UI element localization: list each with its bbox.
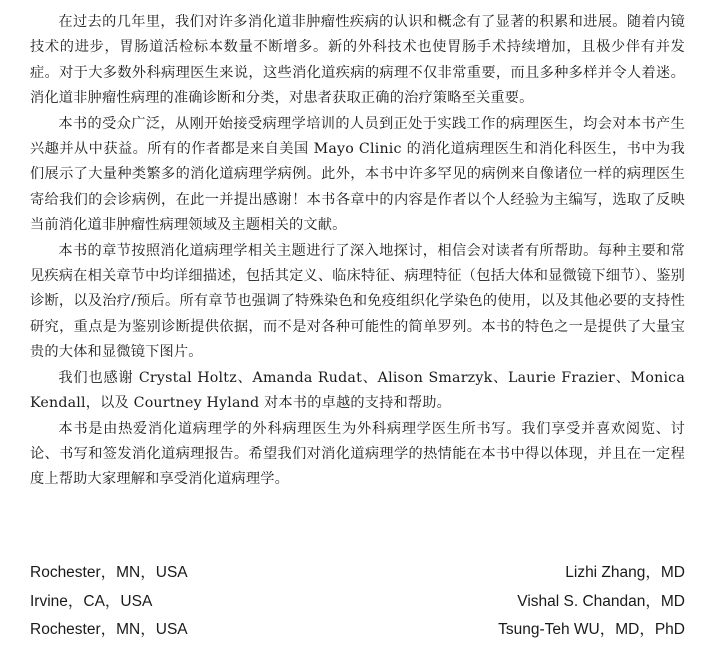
signature-block	[30, 560, 685, 646]
signature-author: Vishal S. Chandan，MD	[517, 592, 685, 610]
paragraph-1: 在过去的几年里，我们对许多消化道非肿瘤性疾病的认识和概念有了显著的积累和进展。随着内镜技术的进步，胃肠道活检标本数量不断增多。新的外科技术也使胃肠手术持续增加，且极少伴有并发症。对于大多数外科病理医生来说，这些消化道疾病的病理不仅非常重要，而且多种多样并令人着迷。消化道非肿瘤性病理的准确诊断和分类，对患者获取正确的治疗策略至关重要。	[30, 14, 685, 107]
signature-row	[30, 617, 685, 646]
signature-author: Tsung-Teh WU，MD，PhD	[498, 621, 685, 638]
paragraph-5: 本书是由热爱消化道病理学的外科病理医生为外科病理学医生所书写。我们享受并喜欢阅览、讨论、书写和签发消化道病理报告。希望我们对消化道病理学的热情能在本书中得以体现，并且在一定程度上帮助大家理解和享受消化道病理学。	[30, 420, 685, 488]
paragraph-2: 本书的受众广泛，从刚开始接受病理学培训的人员到正处于实践工作的病理医生，均会对本书产生兴趣并从中获益。所有的作者都是来自美国 Mayo Clinic 的消化道病理医生和消化科医生，书中为我们展示了大量种类繁多的消化道病理学病例。此外，本书中许多罕见的病例来自像诸位一样的病理医生寄给我们的会诊病例，在此一并提出感谢！本书各章中的内容是作者以个人经验为主编写，选取了反映当前消化道非肿瘤性病理领域及主题相关的文献。	[30, 115, 685, 234]
signature-location: Rochester，MN，USA	[30, 621, 188, 638]
paragraph-3: 本书的章节按照消化道病理学相关主题进行了深入地探讨，相信会对读者有所帮助。每种主要和常见疾病在相关章节中均详细描述，包括其定义、临床特征、病理特征（包括大体和显微镜下细节）、鉴别诊断，以及治疗/预后。所有章节也强调了特殊染色和免疫组织化学染色的使用，以及其他必要的支持性研究，重点是为鉴别诊断提供依据，而不是对各种可能性的简单罗列。本书的特色之一是提供了大量宝贵的大体和显微镜下图片。	[30, 242, 685, 361]
signature-author: Lizhi Zhang，MD	[565, 564, 685, 581]
signature-row	[30, 589, 685, 618]
signature-location: Rochester，MN，USA	[30, 564, 188, 581]
signature-row	[30, 560, 685, 589]
preface-body	[30, 10, 685, 493]
paragraph-4: 我们也感谢 Crystal Holtz、Amanda Rudat、Alison Smarzyk、Laurie Frazier、Monica Kendall，以及 Courtney Hyland 对本书的卓越的支持和帮助。	[30, 369, 685, 412]
signature-location: Irvine，CA，USA	[30, 592, 153, 610]
